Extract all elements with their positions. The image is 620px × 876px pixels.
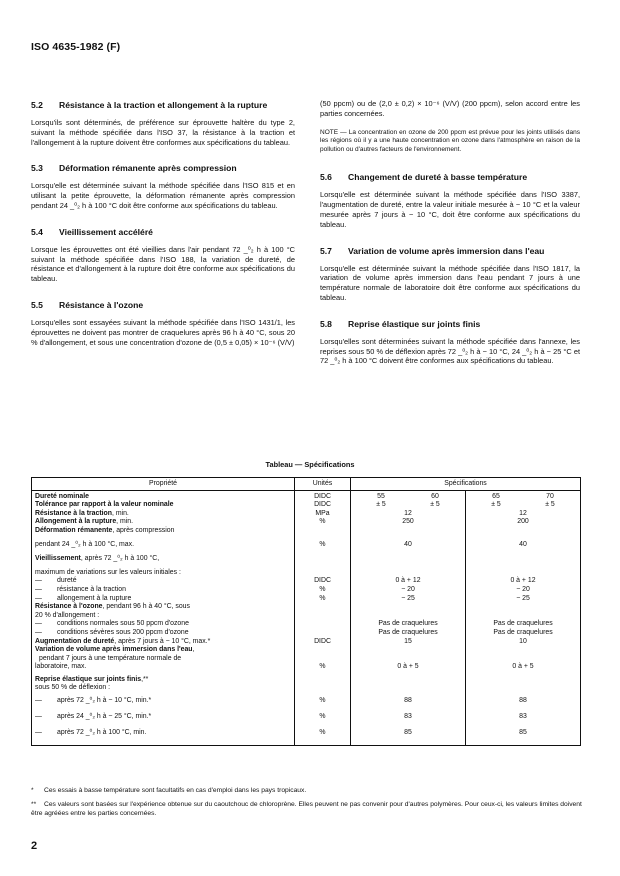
value: Pas de craquelures — [493, 628, 553, 636]
value: Pas de craquelures — [351, 620, 466, 629]
row-label: Tolérance par rapport à la valeur nominale — [35, 501, 174, 509]
row-label: dureté — [57, 577, 77, 585]
footnote — [31, 786, 586, 795]
dash: — — [35, 729, 42, 737]
value: Pas de craquelures — [351, 629, 466, 638]
ozone-note: NOTE — La concentration en ozone de 200 ppcm est prévue pour les joints utilisés dans les régions où il y a une haute concentration en ozone dans l'atmosphère en raison de la pollution ou d'autres facteurs de l'environnement. — [320, 128, 580, 153]
value: 250 — [351, 518, 466, 527]
value: 65 — [492, 492, 500, 500]
value: 40 — [519, 540, 527, 548]
row-label-suffix: ,** — [141, 675, 149, 683]
row-label: Vieillissement — [35, 555, 81, 563]
footnote-mark: ** — [31, 801, 37, 808]
row-label: Résistance à l'ozone — [35, 603, 103, 611]
section-text: Lorsqu'elle est déterminée suivant la méthode spécifiée dans l'ISO 3387, l'augmentation de dureté, entre la valeur initiale mesurée à − 10 °C et la valeur mesurée après 7 jours à − 10 °C, doit être conforme aux spécifications du tableau. — [320, 190, 580, 229]
value: 85 — [519, 729, 527, 737]
row-unit: DIDC — [295, 577, 351, 586]
section-title: Reprise élastique sur joints finis — [348, 318, 481, 329]
row-label: Augmentation de dureté — [35, 637, 115, 645]
value: 83 — [519, 713, 527, 721]
section-title: Résistance à la traction et allongement à la rupture — [59, 100, 268, 110]
row-label: conditions normales sous 50 ppcm d'ozone — [57, 620, 189, 628]
left-column — [31, 99, 295, 362]
row-label-suffix: , après compression — [112, 526, 175, 534]
table-row — [32, 629, 581, 638]
row-label: après 72 _⁰₂ h à − 10 °C, min.* — [57, 697, 152, 705]
footnote-text: Ces valeurs sont basées sur l'expérience obtenue sur du caoutchouc de chloroprène. Elles peuvent ne pas convenir pour d'autres polymères. Pour ceux-ci, les valeurs limites doivent être agréées entre les parties concernées. — [31, 801, 582, 817]
value: − 20 — [516, 585, 530, 593]
value: 12 — [519, 509, 527, 517]
section-title: Variation de volume après immersion dans l'eau — [348, 245, 545, 256]
row-label: Variation de volume après immersion dans l'eau — [35, 646, 193, 654]
row-label-suffix: , après 7 jours à − 10 °C, max.* — [114, 637, 211, 645]
row-label-line2: sous 50 % de déflexion : — [35, 684, 111, 692]
section-heading — [31, 99, 295, 111]
dash: — — [35, 697, 42, 705]
section-title: Déformation rémanente après compression — [59, 163, 237, 174]
section-number: 5.8 — [320, 318, 332, 329]
row-unit: % — [295, 518, 351, 527]
dash: — — [35, 628, 42, 636]
row-unit: DIDC — [295, 490, 351, 501]
table-header-row — [32, 478, 581, 491]
table-row — [32, 672, 581, 693]
table-row — [32, 501, 581, 510]
footnote — [31, 800, 586, 818]
value: ± 5 — [430, 501, 440, 509]
section-5-5 — [31, 299, 295, 347]
section-title: Résistance à l'ozone — [59, 299, 144, 310]
table-caption: Tableau — Spécifications — [265, 460, 355, 469]
table-row — [32, 620, 581, 629]
table-row — [32, 490, 581, 501]
standard-header: ISO 4635-1982 (F) — [31, 41, 121, 53]
value: 15 — [351, 638, 466, 647]
dash: — — [35, 577, 42, 585]
table-row — [32, 595, 581, 604]
row-label: Reprise élastique sur joints finis — [35, 675, 142, 683]
header-property: Propriété — [32, 478, 295, 491]
section-5-6 — [320, 171, 580, 229]
row-unit: % — [295, 693, 351, 709]
section-5-7 — [320, 245, 580, 303]
row-label-line2: pendant 7 jours à une température normale de — [39, 654, 182, 662]
row-label: Déformation rémanente — [35, 526, 113, 534]
section-heading — [320, 318, 580, 330]
row-label-suffix: , min. — [111, 509, 129, 517]
value: 85 — [351, 725, 466, 745]
value: 70 — [546, 492, 554, 500]
row-label: Résistance à la traction — [35, 509, 112, 517]
row-label-suffix: , après 72 _⁰₂ h à 100 °C, — [80, 555, 160, 563]
row-label-line2: pendant 24 _⁰₂ h à 100 °C, max. — [35, 540, 134, 548]
value: 12 — [351, 510, 466, 519]
table-row — [32, 709, 581, 725]
section-number: 5.6 — [320, 172, 332, 183]
row-label: résistance à la traction — [57, 585, 126, 593]
section-5-4 — [31, 226, 295, 284]
right-column — [320, 99, 580, 381]
row-label: allongement à la rupture — [57, 594, 132, 602]
table-row — [32, 527, 581, 549]
section-number: 5.7 — [320, 245, 332, 256]
section-number: 5.2 — [31, 100, 43, 110]
section-heading — [31, 299, 295, 311]
section-text: Lorsqu'elle est déterminée suivant la méthode spécifiée dans l'ISO 815 et en utilisant la petite éprouvette, la déformation rémanente après compression pendant 24 _⁰₂ h à 100 °C doit être conforme aux spécifications du tableau. — [31, 181, 295, 210]
dash: — — [35, 620, 42, 628]
section-5-2 — [31, 99, 295, 147]
specifications-table — [31, 477, 581, 746]
row-unit: % — [295, 709, 351, 725]
page-number: 2 — [31, 840, 38, 852]
section-text: Lorsqu'elles sont essayées suivant la méthode spécifiée dans l'ISO 1431/1, les éprouvettes ne doivent pas montrer de craquelures après 96 h à 40 °C, sous 20 % d'allongement, et sous une concentration d'ozone de (0,5 ± 0,05) × 10⁻⁶ (V/V) — [31, 317, 295, 347]
row-label: après 72 _⁰₂ h à 100 °C, min. — [57, 729, 147, 737]
table-row — [32, 603, 581, 620]
table-row — [32, 646, 581, 672]
header-specs: Spécifications — [351, 478, 581, 491]
value: ± 5 — [376, 501, 386, 509]
section-text: Lorsqu'elles sont déterminées suivant la méthode spécifiée dans l'annexe, les reprises sous 50 % de déflexion après 72 _⁰₂ h à − 10 °C, 24 _⁰₂ h à − 25 °C et 72 _⁰₂ h à 100 °C doivent être conformes aux spécifications du tableau. — [320, 336, 580, 366]
footnote-mark: * — [31, 787, 34, 794]
section-number: 5.5 — [31, 299, 43, 310]
value: 10 — [519, 637, 527, 645]
value: − 25 — [351, 595, 466, 604]
value: 60 — [431, 492, 439, 500]
row-label: Dureté nominale — [35, 492, 89, 500]
dash: — — [35, 713, 42, 721]
row-unit: % — [295, 725, 351, 745]
table-row — [32, 518, 581, 527]
table-row — [32, 549, 581, 577]
row-unit: % — [295, 586, 351, 595]
section-text: Lorsque les éprouvettes ont été vieillies dans l'air pendant 72 _⁰₂ h à 100 °C suivant la méthode spécifiée dans l'ISO 188, la variation de dureté, de résistance et d'allongement à la rupture doit être conforme aux spécifications du tableau. — [31, 244, 295, 284]
value: 200 — [517, 518, 529, 526]
section-heading — [320, 245, 580, 257]
value: 0 à + 5 — [512, 663, 534, 671]
section-heading — [31, 162, 295, 174]
value: ± 5 — [545, 501, 555, 509]
row-unit: MPa — [295, 510, 351, 519]
value: − 20 — [351, 586, 466, 595]
table-row — [32, 510, 581, 519]
continuation-text: (50 ppcm) ou de (2,0 ± 0,2) × 10⁻⁶ (V/V) (200 ppcm), selon accord entre les parties concernées. — [320, 99, 580, 118]
value: 40 — [404, 540, 412, 548]
row-label: après 24 _⁰₂ h à − 25 °C, min.* — [57, 713, 152, 721]
section-5-8 — [320, 318, 580, 366]
section-text: Lorsqu'elle est déterminée suivant la méthode spécifiée dans l'ISO 1817, la variation de volume après immersion dans l'eau pendant 7 jours à une température normale de laboratoire doit être conforme aux spécifications du tableau. — [320, 263, 580, 302]
value: 0 à + 12 — [510, 577, 536, 585]
value: Pas de craquelures — [493, 620, 553, 628]
section-title: Vieillissement accéléré — [59, 226, 153, 237]
table-row — [32, 586, 581, 595]
row-label-suffix: , min. — [116, 518, 134, 526]
table-row — [32, 725, 581, 745]
row-label: Allongement à la rupture — [35, 518, 117, 526]
section-number: 5.3 — [31, 163, 43, 174]
row-label-suffix: , pendant 96 h à 40 °C, sous — [102, 603, 190, 611]
row-unit: DIDC — [295, 501, 351, 510]
value: − 25 — [516, 594, 530, 602]
value: 88 — [519, 697, 527, 705]
section-5-3 — [31, 162, 295, 210]
row-unit: % — [295, 595, 351, 604]
row-label-suffix: , — [192, 646, 195, 654]
row-label-line2: maximum de variations sur les valeurs initiales : — [35, 568, 181, 576]
section-heading — [320, 171, 580, 183]
section-number: 5.4 — [31, 226, 43, 237]
row-unit: % — [319, 540, 326, 548]
row-label-line3: laboratoire, max. — [35, 663, 87, 671]
value: ± 5 — [491, 501, 501, 509]
row-unit: % — [319, 663, 326, 671]
value: 88 — [351, 693, 466, 709]
row-unit: DIDC — [295, 638, 351, 647]
value: 0 à + 5 — [397, 663, 419, 671]
section-text: Lorsqu'ils sont déterminés, de préférence sur éprouvette haltère du type 2, suivant la méthode spécifiée dans l'ISO 37, la résistance à la traction et l'allongement à la rupture doivent être conformes aux spécifications du tableau. — [31, 118, 295, 147]
table-row — [32, 577, 581, 586]
section-title: Changement de dureté à basse température — [348, 172, 528, 183]
value: 83 — [351, 709, 466, 725]
value: 55 — [377, 492, 385, 500]
section-heading — [31, 226, 295, 238]
row-label: conditions sévères sous 200 ppcm d'ozone — [57, 628, 189, 636]
value: 0 à + 12 — [351, 577, 466, 586]
row-label-line2: 20 % d'allongement : — [35, 611, 100, 619]
footnote-text: Ces essais à basse température sont facultatifs en cas d'emploi dans les pays tropicaux. — [44, 787, 307, 794]
header-units: Unités — [295, 478, 351, 491]
table-row — [32, 693, 581, 709]
dash: — — [35, 594, 42, 602]
dash: — — [35, 585, 42, 593]
table-row — [32, 638, 581, 647]
